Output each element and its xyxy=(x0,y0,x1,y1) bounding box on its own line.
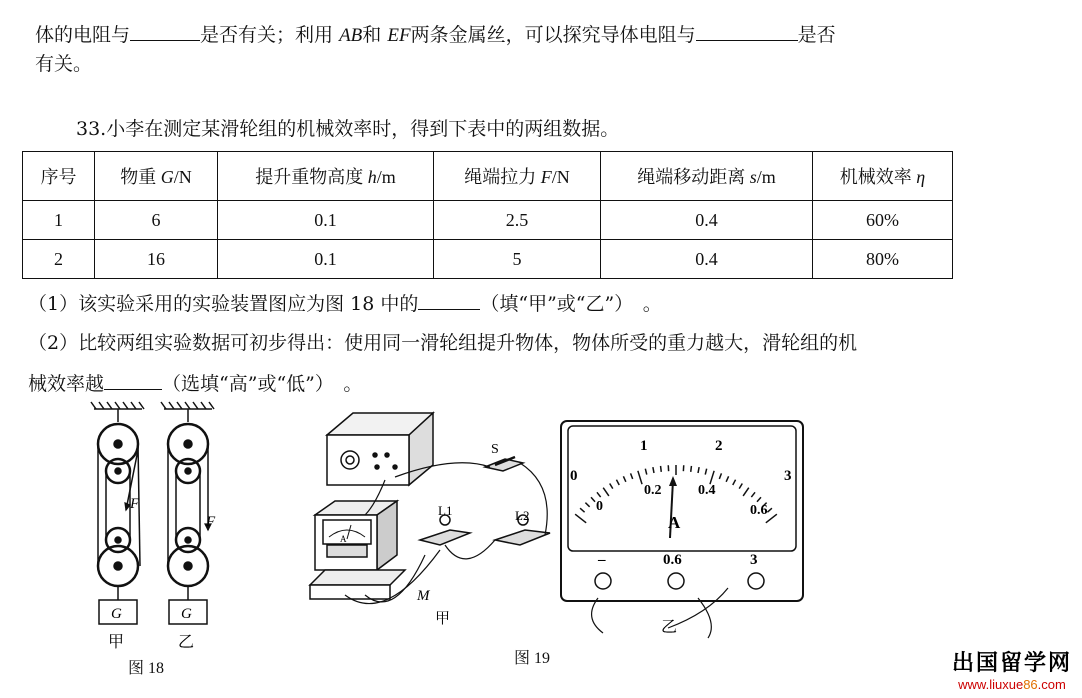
table-header-cell: 序号 xyxy=(23,152,95,201)
label-jia: 甲 xyxy=(435,611,451,627)
scale-upper-3: 3 xyxy=(784,468,792,484)
text-segment: 械效率越 xyxy=(28,373,105,395)
figure-18 xyxy=(80,400,230,685)
text-segment: （1）该实验采用的实验装置图应为图 18 中的 xyxy=(28,293,419,315)
figure-19-circuit xyxy=(305,405,555,630)
scale-lower-04: 0.4 xyxy=(698,483,716,498)
scale-lower-06: 0.6 xyxy=(750,503,768,518)
terminal-3 xyxy=(748,573,764,589)
table-header-cell: 提升重物高度 h/m xyxy=(218,152,434,201)
wire-label: M xyxy=(417,588,430,604)
unit-label: A xyxy=(668,513,681,532)
text-segment: （选填“高”或“低”） 。 xyxy=(162,373,363,395)
table-header-cell: 绳端移动距离 s/m xyxy=(601,152,813,201)
watermark xyxy=(952,646,1072,692)
weight-label: G xyxy=(111,606,122,622)
label-yi: 乙 xyxy=(661,619,678,636)
answer-blank xyxy=(130,22,200,41)
watermark-url-part: 86 xyxy=(1023,677,1038,692)
lamp2-label: L2 xyxy=(515,508,530,523)
wire-name-ab: AB xyxy=(339,25,363,46)
table-cell: 0.4 xyxy=(601,201,813,240)
answer-blank xyxy=(104,371,162,390)
table-cell: 16 xyxy=(95,240,218,279)
table-cell: 5 xyxy=(434,240,601,279)
scale-tick xyxy=(698,467,699,473)
text-segment: 两条金属丝，可以探究导体电阻与 xyxy=(410,24,696,46)
switch-label: S xyxy=(491,442,499,457)
text-line-1 xyxy=(35,20,836,47)
terminal-label-06: 0.6 xyxy=(663,552,682,568)
text-segment: （填“甲”或“乙”） 。 xyxy=(480,293,662,315)
scale-tick xyxy=(691,466,692,472)
question-33: 33.小李在测定某滑轮组的机械效率时，得到下表中的两组数据。 xyxy=(76,118,620,140)
table-header-cell: 机械效率 η xyxy=(813,152,953,201)
table-cell: 60% xyxy=(813,201,953,240)
force-label: F xyxy=(130,496,140,512)
scale-lower-02: 0.2 xyxy=(644,483,662,498)
table-cell: 2.5 xyxy=(434,201,601,240)
terminal-minus xyxy=(595,573,611,589)
table-row xyxy=(23,240,953,279)
question-2-line-2 xyxy=(28,369,362,396)
figure-19-ammeter xyxy=(558,418,808,653)
terminal-label-minus: – xyxy=(598,552,606,568)
text-segment: 和 xyxy=(362,24,382,46)
table-header-row xyxy=(23,152,953,201)
label-yi: 乙 xyxy=(178,634,195,651)
weight-label: G xyxy=(181,606,192,622)
terminal-06 xyxy=(668,573,684,589)
table-header-cell: 绳端拉力 F/N xyxy=(434,152,601,201)
text-segment: 是否有关；利用 xyxy=(200,24,334,46)
watermark-title: 出国留学网 xyxy=(951,651,1072,676)
text-segment: 是否 xyxy=(797,24,836,46)
small-meter-label: A xyxy=(340,534,347,544)
figure-18-caption: 图 18 xyxy=(128,660,165,677)
table-row xyxy=(23,201,953,240)
table-cell: 0.4 xyxy=(601,240,813,279)
answer-blank xyxy=(696,22,798,41)
table-cell: 0.1 xyxy=(218,201,434,240)
terminal-label-3: 3 xyxy=(750,552,758,568)
figure-19-caption: 图 19 xyxy=(514,650,551,667)
scale-lower-0: 0 xyxy=(596,499,603,514)
watermark-url xyxy=(952,677,1072,692)
table-cell: 80% xyxy=(813,240,953,279)
scale-upper-2: 2 xyxy=(715,438,723,454)
question-2-line-1: （2）比较两组实验数据可初步得出：使用同一滑轮组提升物体，物体所受的重力越大，滑轮组的机 xyxy=(28,332,858,354)
scale-tick xyxy=(653,467,654,473)
text-line-2: 有关。 xyxy=(35,53,93,75)
table-header-cell: 物重 G/N xyxy=(95,152,218,201)
lamp1-label: L1 xyxy=(438,503,453,518)
text-segment: 体的电阻与 xyxy=(35,24,131,46)
table-cell: 2 xyxy=(23,240,95,279)
question-1 xyxy=(28,289,662,316)
answer-blank xyxy=(418,291,480,310)
table-cell: 0.1 xyxy=(218,240,434,279)
scale-tick xyxy=(661,466,662,472)
watermark-url-part: .com xyxy=(1037,677,1066,692)
table-cell: 1 xyxy=(23,201,95,240)
scale-upper-0: 0 xyxy=(570,468,578,484)
label-jia: 甲 xyxy=(108,634,125,651)
watermark-url-part: www.liuxue xyxy=(958,677,1024,692)
data-table xyxy=(22,151,953,279)
wire-name-ef: EF xyxy=(387,25,411,46)
force-label: F xyxy=(206,514,216,530)
table-cell: 6 xyxy=(95,201,218,240)
scale-upper-1: 1 xyxy=(640,438,648,454)
